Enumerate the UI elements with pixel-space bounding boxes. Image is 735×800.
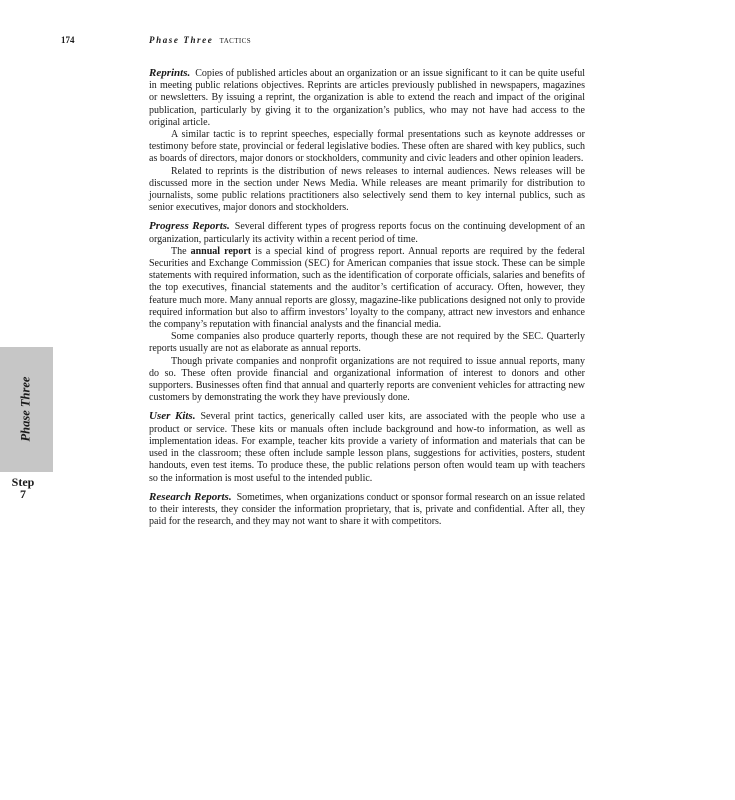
body-text xyxy=(149,67,585,528)
step-number: 7 xyxy=(20,487,26,501)
paragraph xyxy=(149,246,585,331)
step-marker xyxy=(4,476,42,500)
section-heading-user-kits: User Kits. xyxy=(149,410,196,423)
step-word: Step xyxy=(11,475,35,489)
paragraph-lead: The xyxy=(171,245,191,257)
paragraph-text: Several print tactics, generically called user kits, are associated with the people who use a product or service. These kits or manuals often include background and how-to information, as well as implementation ideas. For example, teacher kits provide a variety of information and materials that can be used in the classroom; these often include sample lesson plans, suggestions for activities, posters, student handouts, even test items. To produce these, the public relations person often would team up with teachers so the information is most useful to the intended public. xyxy=(149,411,585,484)
section-heading-research-reports: Research Reports. xyxy=(149,490,232,503)
paragraph xyxy=(149,220,585,245)
paragraph xyxy=(149,410,585,484)
phase-side-tab xyxy=(0,347,53,472)
paragraph-text: is a special kind of progress report. Annual reports are required by the federal Securities and Exchange Commission (SEC) for American companies that issue stock. These can be simple statements with required information, such as the identification of corporate officials, salaries and benefits of the top executives, financial statements and the auditor’s certification of accuracy. Often, however, they feature much more. Many annual reports are glossy, magazine-like publications designed not only to provide required information but also to affirm investors’ loyalty to the company, attract new investors and enhance the company’s reputation with financial analysts and the financial media. xyxy=(149,245,586,331)
running-head xyxy=(149,35,251,45)
annual-report-term: annual report xyxy=(190,245,252,257)
paragraph: Related to reprints is the distribution of news releases to internal audiences. News releases will be discussed more in the section under News Media. While releases are meant primarily for distribution to journalists, some public relations practitioners also selectively send them to key internal publics, such as senior executives, major donors and stockholders. xyxy=(149,165,585,214)
paragraph xyxy=(149,67,585,129)
paragraph: A similar tactic is to reprint speeches, especially formal presentations such as keynote addresses or testimony before state, provincial or federal legislative bodies. These often are shared with key publics, such as boards of directors, major donors or stockholders, community and civic leaders and other opinion leaders. xyxy=(149,129,585,165)
paragraph: Some companies also produce quarterly reports, though these are not required by the SEC. Quarterly reports usually are not as elaborate as annual reports. xyxy=(149,331,585,355)
phase-tab-label: Phase Three xyxy=(18,376,33,442)
paragraph-text: Sometimes, when organizations conduct or sponsor formal research on an issue related to their interests, they consider the information proprietary, that is, private and confidential. After all, they paid for the research, and they may not want to share it with competitors. xyxy=(149,491,586,528)
running-head-section: TACTICS xyxy=(219,37,252,45)
paragraph-text: Several different types of progress reports focus on the continuing development of an organization, particularly its activity within a recent period of time. xyxy=(149,221,585,245)
page-number: 174 xyxy=(61,35,75,45)
paragraph xyxy=(149,491,585,529)
paragraph: Though private companies and nonprofit organizations are not required to issue annual reports, many do so. These often provide financial and organizational information of interest to donors and other supporters. Businesses often find that annual and quarterly reports are convenient vehicles for attracting new customers by demonstrating the work they have previously done. xyxy=(149,355,585,404)
page-header xyxy=(0,35,735,49)
paragraph-text: Copies of published articles about an organization or an issue significant to it can be quite useful in meeting public relations objectives. Reprints are articles previously published in newspapers, magazines or newsletters. By issuing a reprint, the organization is able to extend the reach and impact of the original publication, particularly by giving it to the organization’s publics, who may not have had access to the original article. xyxy=(149,68,585,128)
section-heading-progress-reports: Progress Reports. xyxy=(149,220,230,233)
section-heading-reprints: Reprints. xyxy=(149,67,191,79)
running-head-phase: Phase Three xyxy=(149,35,214,45)
